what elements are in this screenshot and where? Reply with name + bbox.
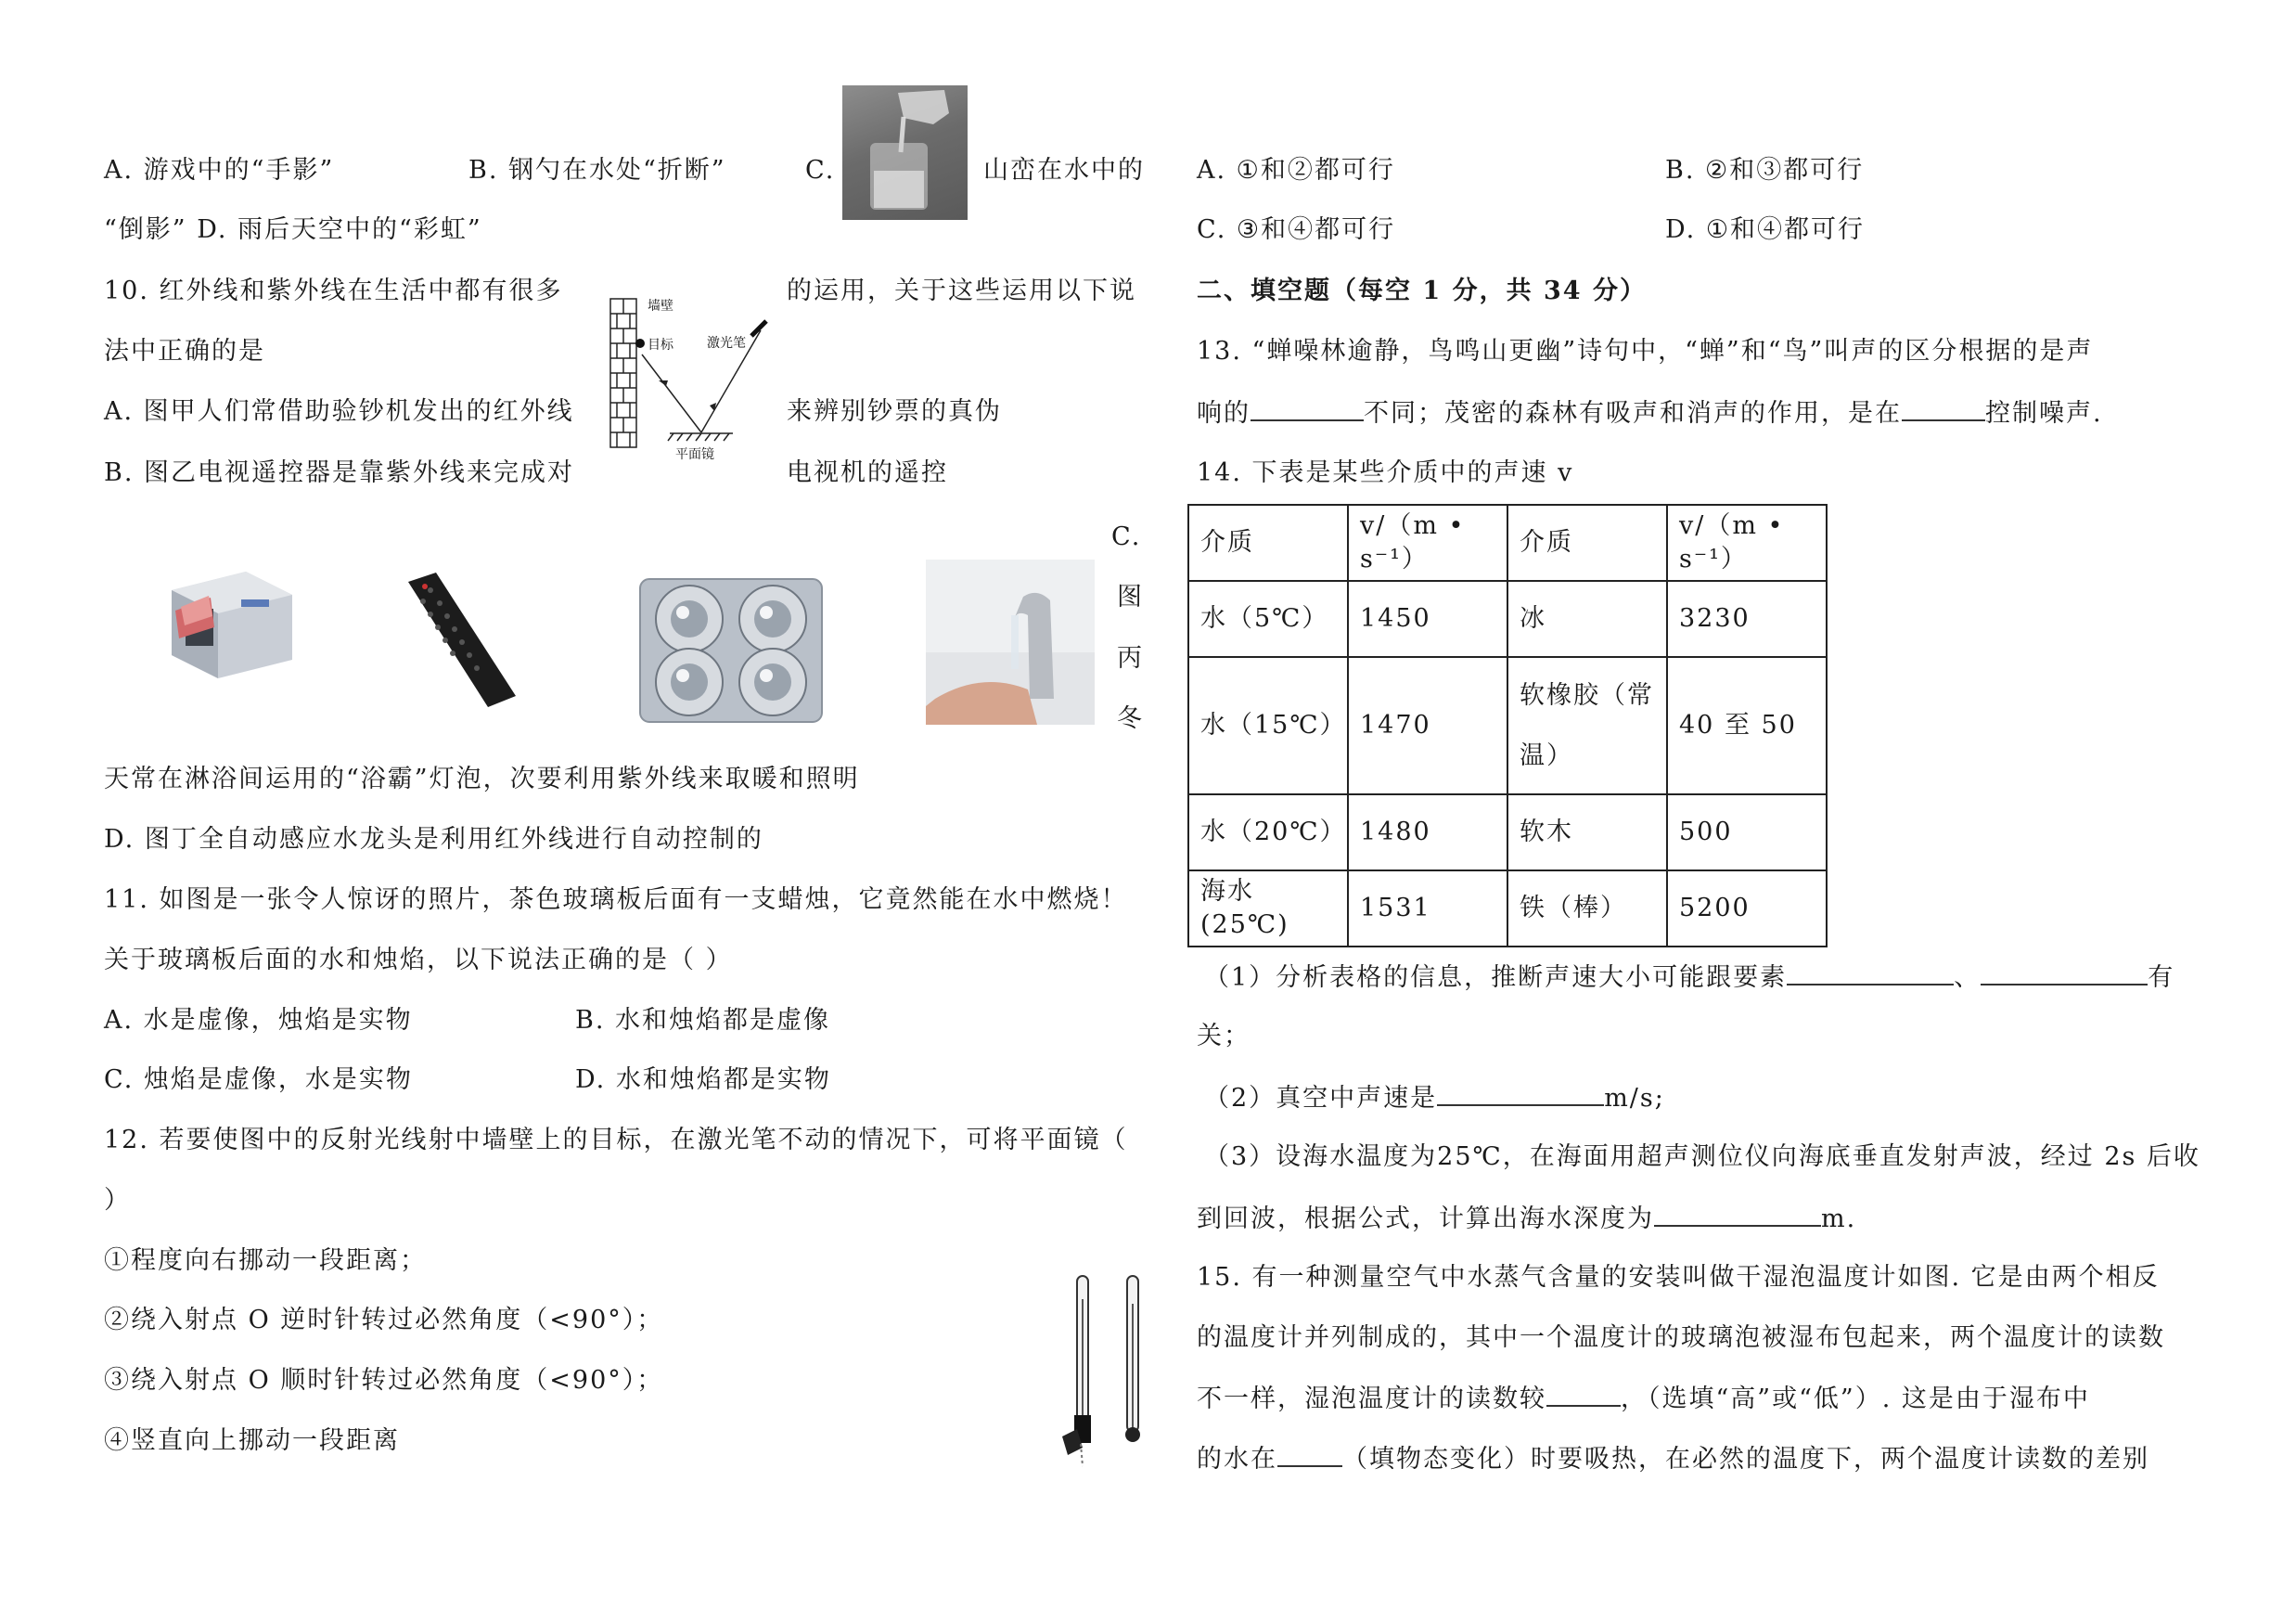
- q14-stem: 14. 下表是某些介质中的声速 v: [1197, 458, 1574, 487]
- q15-line3-text-b: ，（选填“高”或“低”）. 这是由于湿布中: [1621, 1385, 2090, 1413]
- q14-blank-1[interactable]: [1787, 960, 1954, 985]
- cell-speed: 5200: [1667, 870, 1827, 947]
- q14-part3-line1: （3）设海水温度为25℃，在海面用超声测位仪向海底垂直发射声波，经过 2s 后收: [1204, 1142, 2200, 1171]
- q14-part1-text-a: （1）分析表格的信息，推断声速大小可能跟要素: [1204, 963, 1788, 992]
- q13-line1: 13. “蝉噪林逾静，鸟鸣山更幽”诗句中，“蝉”和“鸟”叫声的区分根据的是声: [1197, 337, 2094, 366]
- cell-medium: 冰: [1507, 581, 1667, 657]
- q9-option-b: B. 钢勺在水处“折断”: [468, 156, 726, 185]
- cell-medium: 海水(25℃): [1188, 870, 1348, 947]
- cell-speed: 1470: [1348, 657, 1507, 794]
- q12-answer-a: A. ①和②都可行: [1197, 156, 1395, 185]
- q11-option-c: C. 烛焰是虚像，水是实物: [104, 1065, 413, 1094]
- q10-option-b-part2: 电视机的遥控: [787, 458, 948, 487]
- q9-option-c-prefix: C.: [805, 156, 836, 185]
- header-speed-2: v/（m • s⁻¹）: [1667, 505, 1827, 581]
- q15-line4: [1197, 1441, 2149, 1476]
- cell-medium: 水（5℃）: [1188, 581, 1348, 657]
- q15-blank-2[interactable]: [1277, 1441, 1342, 1467]
- q9-options-line2: “倒影” D. 雨后天空中的“彩虹”: [104, 215, 482, 244]
- cell-medium: 水（20℃）: [1188, 794, 1348, 870]
- q15-line2: 的温度计并列制成的，其中一个温度计的玻璃泡被湿布包起来，两个温度计的读数: [1197, 1323, 2165, 1352]
- q14-part3-text-b: m.: [1821, 1204, 1857, 1233]
- q15-line3: [1197, 1381, 2090, 1416]
- q15-blank-1[interactable]: [1546, 1381, 1621, 1407]
- cell-speed: 1480: [1348, 794, 1507, 870]
- q12-option-2: ②绕入射点 O 逆时针转过必然角度（<90°）；: [104, 1306, 664, 1334]
- cell-medium: 软木: [1507, 794, 1667, 870]
- q10-option-c-rest: 天常在淋浴间运用的“浴霸”灯泡，次要利用紫外线来取暖和照明: [104, 765, 860, 793]
- q10-option-c-vertical-1: C.: [1111, 522, 1142, 551]
- header-medium-1: 介质: [1188, 505, 1348, 581]
- table-row: [1188, 657, 1827, 794]
- q11-option-b: B. 水和烛焰都是虚像: [575, 1006, 831, 1035]
- q15-line3-text-a: 不一样，湿泡温度计的读数较: [1197, 1385, 1546, 1413]
- q10-option-d: D. 图丁全自动感应水龙头是利用红外线进行自动控制的: [104, 825, 763, 854]
- q10-option-a-part1: A. 图甲人们常借助验钞机发出的红外线: [104, 397, 574, 426]
- q15-line4-text-a: 的水在: [1197, 1445, 1277, 1474]
- label-wall: 墙壁: [648, 299, 673, 314]
- q15-line1: 15. 有一种测量空气中水蒸气含量的安装叫做干湿泡温度计如图. 它是由两个相反: [1197, 1263, 2160, 1292]
- q14-part2-text-a: （2）真空中声速是: [1204, 1084, 1438, 1113]
- label-target: 目标: [648, 338, 673, 353]
- money-counter-photo: [153, 553, 306, 683]
- header-speed-1: v/（m • s⁻¹）: [1348, 505, 1507, 581]
- q10-stem-line2: 法中正确的是: [104, 337, 265, 366]
- pouring-water-photo: [842, 85, 968, 220]
- q13-line2-text-a: 响的: [1197, 399, 1251, 428]
- sensor-faucet-photo: [926, 560, 1095, 725]
- q14-part2-text-b: m/s;: [1604, 1084, 1665, 1113]
- table-row: [1188, 581, 1827, 657]
- q14-part1-sep: 、: [1954, 963, 1982, 992]
- cell-speed: 1531: [1348, 870, 1507, 947]
- q10-option-a-part2: 来辨别钞票的真伪: [787, 397, 1002, 426]
- q12-answer-b: B. ②和③都可行: [1665, 156, 1865, 185]
- q10-option-b-part1: B. 图乙电视遥控器是靠紫外线来完成对: [104, 458, 575, 487]
- q13-line2: [1197, 395, 2103, 431]
- table-row: [1188, 870, 1827, 947]
- q12-line1: 12. 若要使图中的反射光线射中墙壁上的目标，在激光笔不动的情况下，可将平面镜（: [104, 1126, 1128, 1154]
- q14-part1-end: 关；: [1197, 1022, 1251, 1050]
- q12-answer-c: C. ③和④都可行: [1197, 215, 1396, 244]
- section2-title: 二、填空题（每空 1 分，共 34 分）: [1197, 277, 1647, 305]
- q11-option-d: D. 水和烛焰都是实物: [575, 1065, 831, 1094]
- cell-medium: 水（15℃）: [1188, 657, 1348, 794]
- q14-blank-3[interactable]: [1437, 1080, 1604, 1106]
- q14-blank-4[interactable]: [1654, 1201, 1821, 1227]
- q9-option-a: A. 游戏中的“手影”: [104, 156, 335, 185]
- cell-speed: 3230: [1667, 581, 1827, 657]
- table-header-row: [1188, 505, 1827, 581]
- cell-speed: 1450: [1348, 581, 1507, 657]
- q14-part3-line2: [1197, 1201, 1856, 1236]
- q12-line2: ）: [104, 1186, 131, 1215]
- q14-blank-2[interactable]: [1981, 960, 2148, 985]
- laser-mirror-diagram: [603, 290, 781, 461]
- cell-speed: 40 至 50: [1667, 657, 1827, 794]
- cell-medium: 铁（棒）: [1507, 870, 1667, 947]
- q13-blank-2[interactable]: [1902, 395, 1985, 421]
- wet-dry-bulb-thermometer-figure: [1034, 1271, 1155, 1471]
- q12-option-3: ③绕入射点 O 顺时针转过必然角度（<90°）；: [104, 1366, 664, 1395]
- q10-option-c-vertical-3: 丙: [1117, 644, 1144, 673]
- cell-medium: 软橡胶（常温）: [1507, 657, 1667, 794]
- q11-option-a: A. 水是虚像，烛焰是实物: [104, 1006, 413, 1035]
- q15-line4-text-b: （填物态变化）时要吸热，在必然的温度下，两个温度计读数的差别: [1342, 1445, 2149, 1474]
- q12-option-1: ①程度向右挪动一段距离；: [104, 1246, 427, 1275]
- cell-speed: 500: [1667, 794, 1827, 870]
- label-laser-pen: 激光笔: [707, 336, 746, 351]
- q12-option-4: ④竖直向上挪动一段距离: [104, 1426, 400, 1455]
- q14-part1: [1204, 960, 2174, 995]
- q11-line2: 关于玻璃板后面的水和烛焰，以下说法正确的是（ ）: [104, 946, 733, 974]
- q12-answer-d: D. ①和④都可行: [1665, 215, 1866, 244]
- q10-option-c-vertical-4: 冬: [1117, 704, 1144, 733]
- q14-part3-text-a: 到回波，根据公式，计算出海水深度为: [1197, 1204, 1654, 1233]
- q14-part1-text-b: 有: [2148, 963, 2175, 992]
- table-row: [1188, 794, 1827, 870]
- q10-option-c-vertical-2: 图: [1117, 583, 1144, 612]
- q13-line2-text-b: 不同；茂密的森林有吸声和消声的作用，是在: [1364, 399, 1902, 428]
- header-medium-2: 介质: [1507, 505, 1667, 581]
- q10-stem-part1: 10. 红外线和紫外线在生活中都有很多: [104, 277, 563, 305]
- label-plane-mirror: 平面镜: [675, 447, 714, 461]
- q10-stem-part2: 的运用，关于这些运用以下说: [787, 277, 1136, 305]
- sound-speed-table: [1187, 504, 1828, 947]
- bath-heater-lamp-photo: [638, 577, 824, 724]
- q13-line2-text-c: 控制噪声.: [1985, 399, 2103, 428]
- q13-blank-1[interactable]: [1251, 395, 1364, 421]
- q9-option-c-text: 山峦在水中的: [983, 156, 1145, 185]
- tv-remote-photo: [397, 568, 522, 712]
- q14-part2: [1204, 1080, 1665, 1115]
- q11-line1: 11. 如图是一张令人惊讶的照片，茶色玻璃板后面有一支蜡烛，它竟然能在水中燃烧！: [104, 885, 1128, 914]
